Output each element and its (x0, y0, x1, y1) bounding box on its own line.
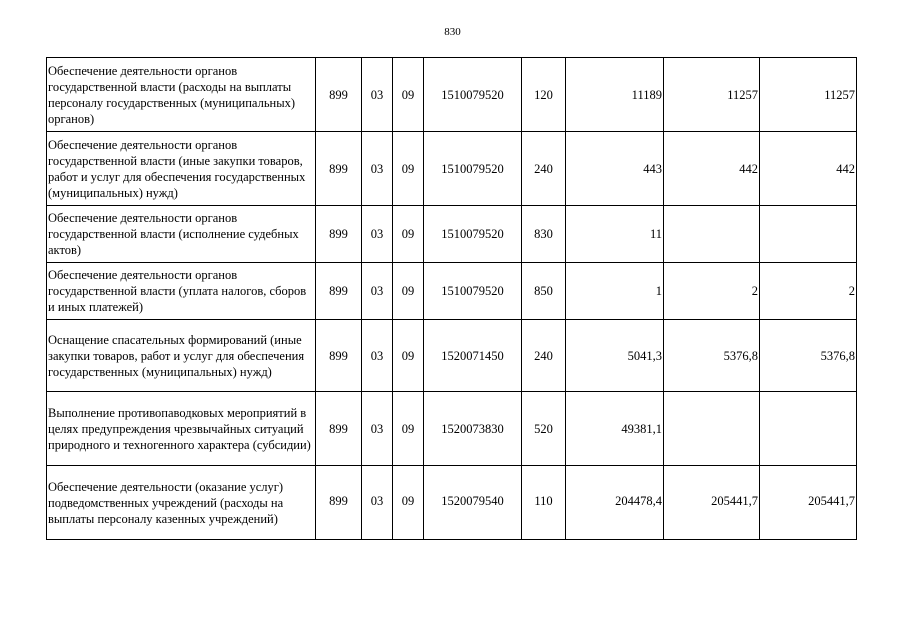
grbs-code: 899 (316, 392, 362, 466)
row-description: Обеспечение деятельности органов государственной власти (уплата налогов, сборов и иных платежей) (47, 263, 316, 320)
section-code: 03 (362, 206, 393, 263)
expense-type-code: 850 (522, 263, 566, 320)
table-row (47, 206, 857, 263)
amount-year-2: 442 (664, 132, 760, 206)
subsection-code: 09 (393, 320, 424, 392)
expense-type-code: 110 (522, 466, 566, 540)
page-number: 830 (444, 26, 461, 38)
subsection-code: 09 (393, 206, 424, 263)
amount-year-2: 2 (664, 263, 760, 320)
row-description: Обеспечение деятельности (оказание услуг) подведомственных учреждений (расходы на выплаты персоналу казенных учреждений) (47, 466, 316, 540)
section-code: 03 (362, 263, 393, 320)
row-description: Выполнение противопаводковых мероприятий в целях предупреждения чрезвычайных ситуаций природного и техногенного характера (субсидии) (47, 392, 316, 466)
target-article-code: 1520079540 (424, 466, 522, 540)
grbs-code: 899 (316, 206, 362, 263)
amount-year-2: 205441,7 (664, 466, 760, 540)
subsection-code: 09 (393, 466, 424, 540)
amount-year-1: 443 (566, 132, 664, 206)
target-article-code: 1510079520 (424, 206, 522, 263)
table-row (47, 58, 857, 132)
amount-year-1: 204478,4 (566, 466, 664, 540)
expense-type-code: 240 (522, 320, 566, 392)
grbs-code: 899 (316, 320, 362, 392)
grbs-code: 899 (316, 58, 362, 132)
subsection-code: 09 (393, 263, 424, 320)
row-description: Обеспечение деятельности органов государственной власти (иные закупки товаров, работ и услуг для обеспечения государственных (муниципальных) нужд) (47, 132, 316, 206)
amount-year-1: 5041,3 (566, 320, 664, 392)
subsection-code: 09 (393, 132, 424, 206)
amount-year-2 (664, 392, 760, 466)
section-code: 03 (362, 58, 393, 132)
table-row (47, 392, 857, 466)
table-row (47, 132, 857, 206)
target-article-code: 1510079520 (424, 58, 522, 132)
amount-year-3: 2 (760, 263, 857, 320)
subsection-code: 09 (393, 392, 424, 466)
section-code: 03 (362, 320, 393, 392)
grbs-code: 899 (316, 263, 362, 320)
table-row (47, 263, 857, 320)
amount-year-2 (664, 206, 760, 263)
table-row (47, 466, 857, 540)
row-description: Обеспечение деятельности органов государственной власти (исполнение судебных актов) (47, 206, 316, 263)
grbs-code: 899 (316, 466, 362, 540)
amount-year-1: 1 (566, 263, 664, 320)
section-code: 03 (362, 466, 393, 540)
row-description: Обеспечение деятельности органов государственной власти (расходы на выплаты персоналу государственных (муниципальных) органов) (47, 58, 316, 132)
budget-table (46, 57, 857, 540)
expense-type-code: 240 (522, 132, 566, 206)
expense-type-code: 520 (522, 392, 566, 466)
grbs-code: 899 (316, 132, 362, 206)
section-code: 03 (362, 132, 393, 206)
amount-year-3 (760, 392, 857, 466)
amount-year-3: 442 (760, 132, 857, 206)
target-article-code: 1510079520 (424, 263, 522, 320)
table-row (47, 320, 857, 392)
amount-year-2: 5376,8 (664, 320, 760, 392)
amount-year-1: 11189 (566, 58, 664, 132)
expense-type-code: 830 (522, 206, 566, 263)
expense-type-code: 120 (522, 58, 566, 132)
target-article-code: 1520071450 (424, 320, 522, 392)
amount-year-1: 49381,1 (566, 392, 664, 466)
amount-year-2: 11257 (664, 58, 760, 132)
subsection-code: 09 (393, 58, 424, 132)
target-article-code: 1510079520 (424, 132, 522, 206)
amount-year-3: 5376,8 (760, 320, 857, 392)
target-article-code: 1520073830 (424, 392, 522, 466)
row-description: Оснащение спасательных формирований (иные закупки товаров, работ и услуг для обеспечения государственных (муниципальных) нужд) (47, 320, 316, 392)
amount-year-3 (760, 206, 857, 263)
amount-year-3: 11257 (760, 58, 857, 132)
amount-year-1: 11 (566, 206, 664, 263)
amount-year-3: 205441,7 (760, 466, 857, 540)
section-code: 03 (362, 392, 393, 466)
